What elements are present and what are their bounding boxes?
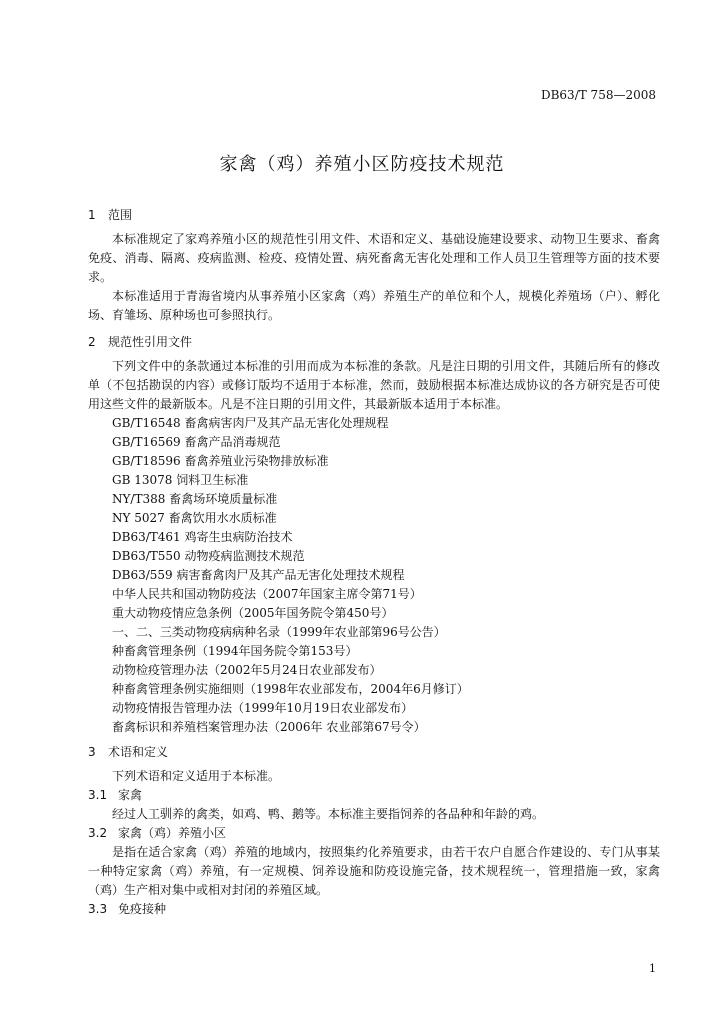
reference-item: 动物检疫管理办法（2002年5月24日农业部发布） bbox=[112, 663, 382, 677]
section-number: 2 bbox=[88, 335, 96, 349]
term-3-1-definition: 经过人工驯养的禽类，如鸡、鸭、鹅等。本标准主要指饲养的各品种和年龄的鸡。 bbox=[112, 807, 545, 821]
term-title: 家禽 bbox=[118, 788, 143, 802]
section-2-intro: 下列文件中的条款通过本标准的引用而成为本标准的条款。凡是注日期的引用文件，其随后所有的修改单（不包括勘误的内容）或修订版均不适用于本标准，然而，鼓励根据本标准达成协议的各方研究是否可使用这些文件的最新版本。凡是不注日期的引用文件，其最新版本适用于本标准。 bbox=[88, 359, 660, 411]
document-body bbox=[88, 206, 660, 919]
reference-item: GB 13078 饲料卫生标准 bbox=[112, 473, 249, 487]
term-3-1-heading bbox=[88, 786, 660, 805]
document-title: 家禽（鸡）养殖小区防疫技术规范 bbox=[219, 154, 505, 175]
reference-item: NY/T388 畜禽场环境质量标准 bbox=[112, 492, 278, 506]
reference-item: DB63/559 病害畜禽肉尸及其产品无害化处理技术规程 bbox=[112, 568, 405, 582]
section-title: 术语和定义 bbox=[108, 745, 169, 759]
section-2-heading bbox=[88, 333, 660, 352]
term-3-2-definition: 是指在适合家禽（鸡）养殖的地域内，按照集约化养殖要求，由若干农户自愿合作建设的、专门从事某一种特定家禽（鸡）养殖，有一定规模、饲养设施和防疫设施完备，技术规程统一，管理措施一致，家禽（鸡）生产相对集中或相对封闭的养殖区域。 bbox=[88, 845, 660, 897]
section-number: 3 bbox=[88, 745, 96, 759]
section-3-heading bbox=[88, 743, 660, 762]
section-number: 1 bbox=[88, 208, 96, 222]
standard-code: DB63/T 758—2008 bbox=[540, 88, 656, 102]
reference-list bbox=[88, 414, 660, 737]
reference-item: 动物疫情报告管理办法（1999年10月19日农业部发布） bbox=[112, 701, 414, 715]
page-number: 1 bbox=[649, 962, 656, 975]
reference-item: 重大动物疫情应急条例（2005年国务院令第450号） bbox=[112, 606, 394, 620]
reference-item: 一、二、三类动物疫病病种名录（1999年农业部第96号公告） bbox=[112, 625, 446, 639]
section-title: 范围 bbox=[108, 208, 133, 222]
term-3-2-heading bbox=[88, 824, 660, 843]
section-1-heading bbox=[88, 206, 660, 225]
reference-item: GB/T16548 畜禽病害肉尸及其产品无害化处理规程 bbox=[112, 416, 389, 430]
reference-item: 中华人民共和国动物防疫法（2007年国家主席令第71号） bbox=[112, 587, 422, 601]
section-1-paragraph-1: 本标准规定了家鸡养殖小区的规范性引用文件、术语和定义、基础设施建设要求、动物卫生要求、畜禽免疫、消毒、隔离、疫病监测、检疫、疫情处置、病死畜禽无害化处理和工作人员卫生管理等方面的技术要求。 bbox=[88, 232, 660, 284]
term-number: 3.3 bbox=[88, 902, 108, 916]
reference-item: 种畜禽管理条例（1994年国务院令第153号） bbox=[112, 644, 358, 658]
reference-item: NY 5027 畜禽饮用水水质标准 bbox=[112, 511, 277, 525]
section-title: 规范性引用文件 bbox=[108, 335, 193, 349]
reference-item: DB63/T461 鸡寄生虫病防治技术 bbox=[112, 530, 293, 544]
term-number: 3.2 bbox=[88, 826, 108, 840]
section-3-intro: 下列术语和定义适用于本标准。 bbox=[112, 769, 281, 783]
reference-item: GB/T18596 畜禽养殖业污染物排放标准 bbox=[112, 454, 329, 468]
reference-item: GB/T16569 畜禽产品消毒规范 bbox=[112, 435, 281, 449]
reference-item: DB63/T550 动物疫病监测技术规范 bbox=[112, 549, 305, 563]
reference-item: 畜禽标识和养殖档案管理办法（2006年 农业部第67号令） bbox=[112, 720, 426, 734]
term-title: 免疫接种 bbox=[118, 902, 167, 916]
section-1-paragraph-2: 本标准适用于青海省境内从事养殖小区家禽（鸡）养殖生产的单位和个人，规模化养殖场（户）、孵化场、育雏场、原种场也可参照执行。 bbox=[88, 289, 660, 322]
term-title: 家禽（鸡）养殖小区 bbox=[118, 826, 227, 840]
term-3-3-heading bbox=[88, 900, 660, 919]
reference-item: 种畜禽管理条例实施细则（1998年农业部发布，2004年6月修订） bbox=[112, 682, 469, 696]
term-number: 3.1 bbox=[88, 788, 108, 802]
